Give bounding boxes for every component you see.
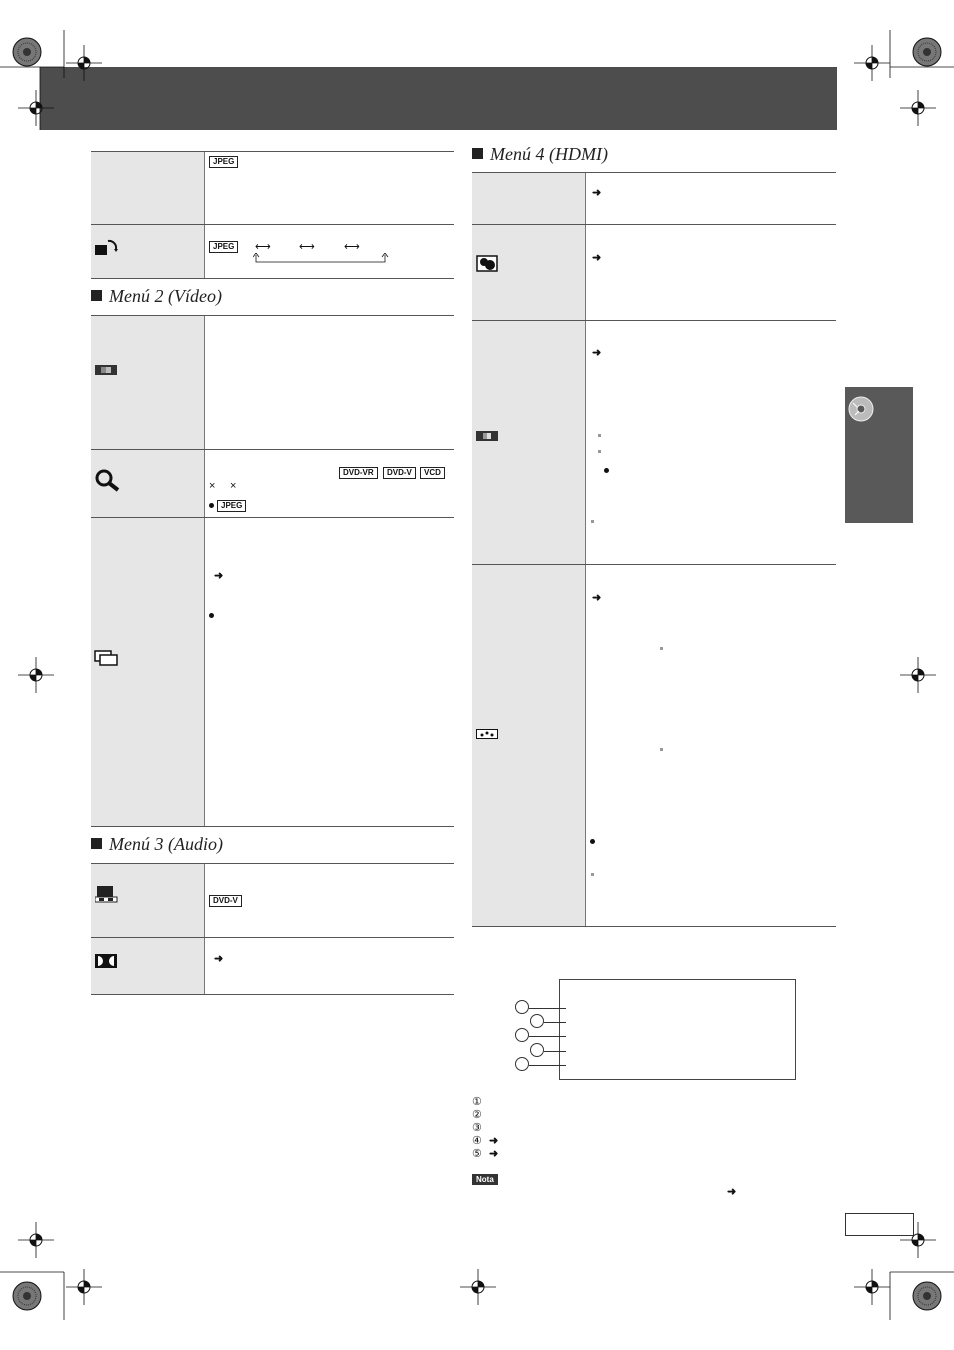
legend-2: ② (472, 1109, 482, 1121)
arrow: ➜ (214, 953, 224, 965)
arrow: ➜ (592, 252, 602, 264)
legend-3: ③ (472, 1122, 482, 1134)
lr-arrow: ⟷ (299, 241, 315, 253)
times-sign: × (209, 480, 216, 492)
arrow: ➜ (214, 570, 224, 582)
arrow: ➜ (489, 1135, 499, 1147)
dvd-vr-tag: DVD-VR (339, 467, 378, 479)
jpeg-tag: JPEG (209, 241, 238, 253)
nota-label: Nota (472, 1174, 498, 1185)
legend-5: ⑤ (472, 1148, 482, 1160)
arrow: ➜ (592, 187, 602, 199)
times-sign: × (230, 480, 237, 492)
dvd-v-tag: DVD-V (383, 467, 416, 479)
lr-arrow: ⟷ (255, 241, 271, 253)
legend-4: ④ (472, 1135, 482, 1147)
lr-arrow: ⟷ (344, 241, 360, 253)
arrow: ➜ (727, 1186, 737, 1198)
dvd-v-tag: DVD-V (209, 895, 242, 907)
jpeg-tag: JPEG (209, 156, 238, 168)
vcd-tag: VCD (420, 467, 445, 479)
arrow: ➜ (592, 347, 602, 359)
arrow: ➜ (592, 592, 602, 604)
jpeg-tag: JPEG (217, 500, 246, 512)
section-title-text: Menú 4 (HDMI) (490, 144, 608, 164)
arrow: ➜ (489, 1148, 499, 1160)
section-title-text: Menú 2 (Vídeo) (109, 286, 222, 306)
legend-1: ① (472, 1096, 482, 1108)
section-title-text: Menú 3 (Audio) (109, 834, 223, 854)
